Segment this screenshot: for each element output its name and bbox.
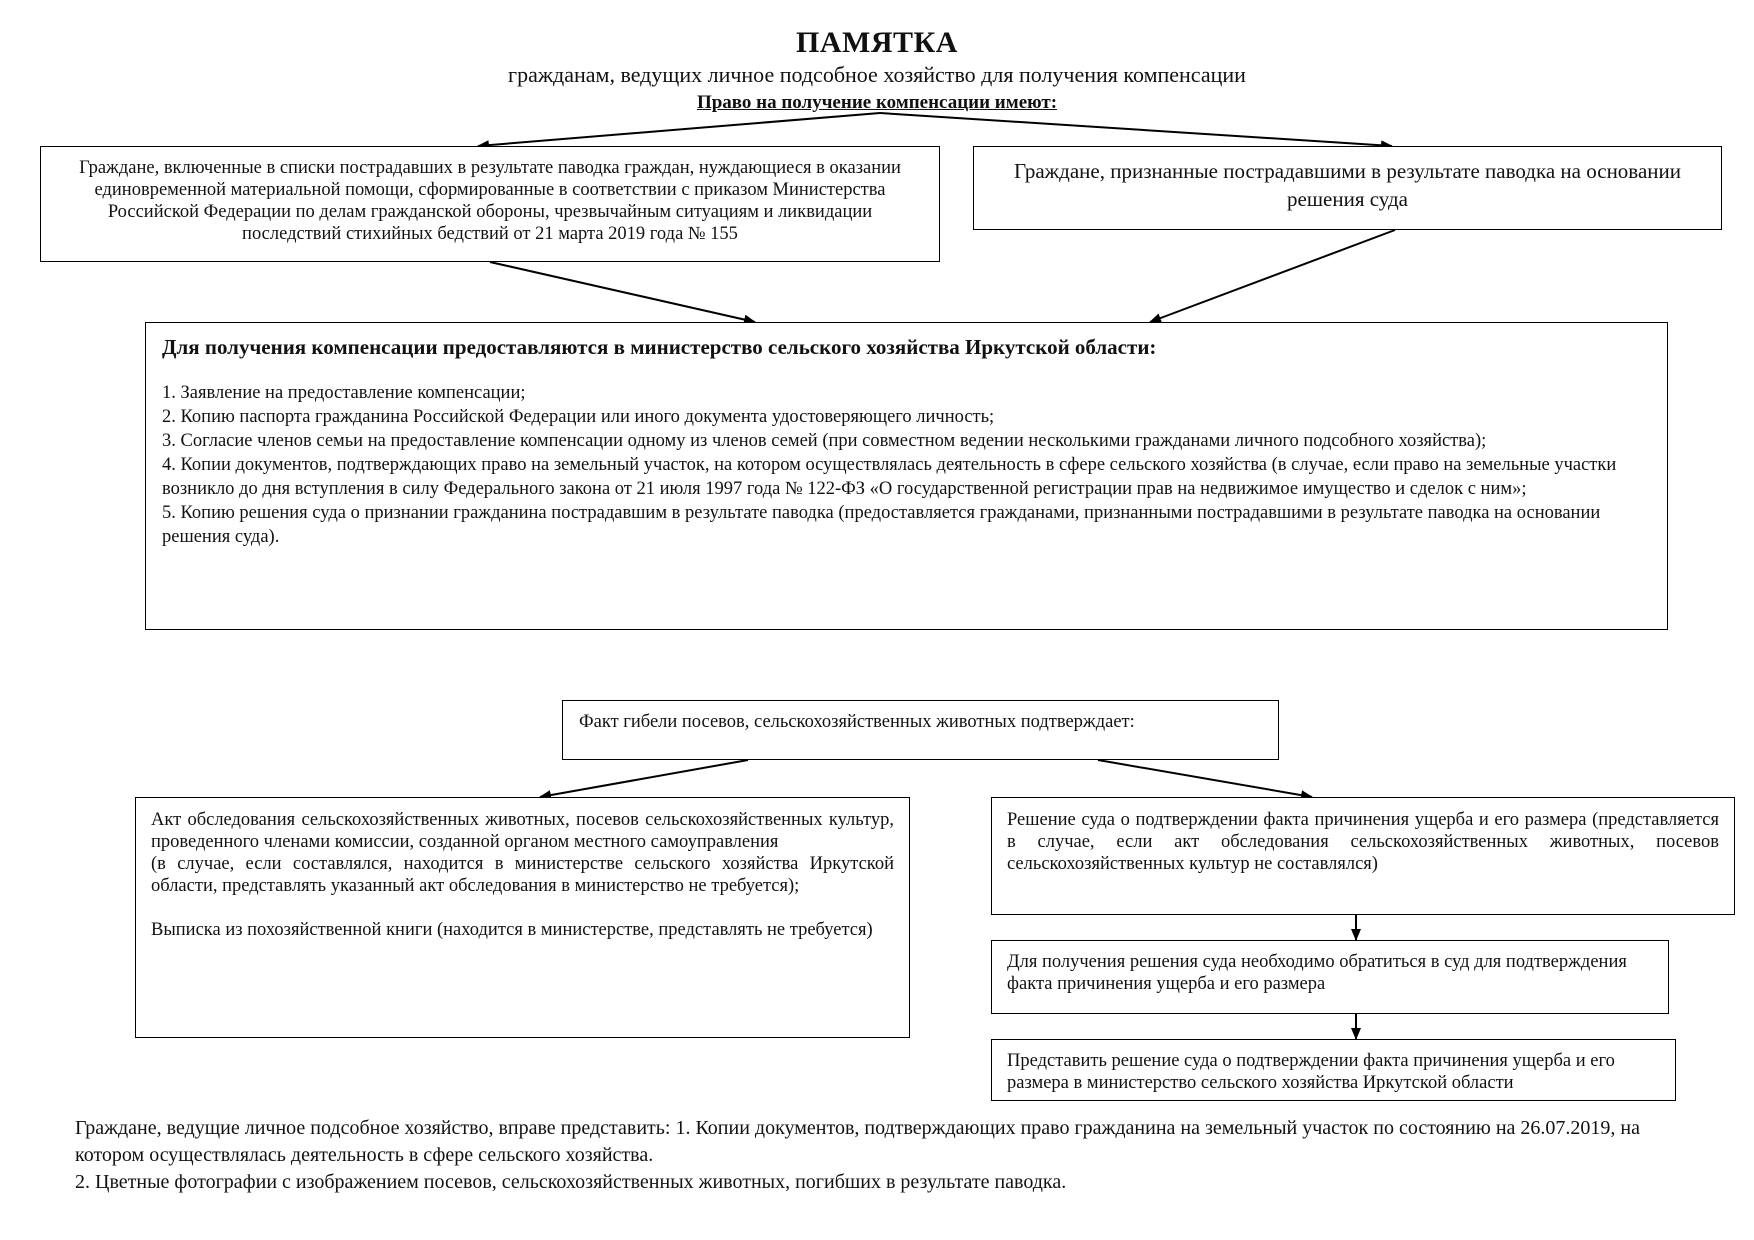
footer-note xyxy=(75,1115,1655,1196)
documents-item: 2. Копию паспорта гражданина Российской Федерации или иного документа удостоверяющего личность; xyxy=(162,407,995,427)
fact-heading-text: Факт гибели посевов, сельскохозяйственных животных подтверждает: xyxy=(579,712,1135,732)
household-book-extract: Выписка из похозяйственной книги (находится в министерстве, представлять не требуется) xyxy=(151,920,873,940)
court-apply-text: Для получения решения суда необходимо обратиться в суд для подтверждения факта причинения ущерба и его размера xyxy=(1007,952,1627,994)
eligibility-list-text: Граждане, включенные в списки пострадавших в результате паводка граждан, нуждающиеся в оказании единовременной материальной помощи, сформированные в соответствии с приказом Министерства Российской Федерации по делам гражданской обороны, чрезвычайным ситуациям и ликвидации последствий стихийных бедствий от 21 марта 2019 года № 155 xyxy=(79,158,901,244)
page-title: ПАМЯТКА xyxy=(796,26,958,59)
footer-line-1: Граждане, ведущие личное подсобное хозяйство, вправе представить: 1. Копии документов, подтверждающих право гражданина на земельный участок по состоянию на 26.07.2019, на котором осуществлялась деятельность в сфере сельского хозяйства. xyxy=(75,1117,1640,1166)
eligibility-court-box xyxy=(973,146,1722,230)
act-box xyxy=(135,797,910,1038)
arrow-to-left-eligibility xyxy=(478,113,880,146)
arrow-left-to-documents xyxy=(490,262,755,322)
documents-item: 3. Согласие членов семьи на предоставление компенсации одному из членов семей (при совместном ведении несколькими гражданами личного подсобного хозяйства); xyxy=(162,431,1487,451)
act-note: (в случае, если составлялся, находится в министерстве сельского хозяйства Иркутской области, представлять указанный акт обследования в министерство не требуется); xyxy=(151,854,894,896)
page-subtitle: гражданам, ведущих личное подсобное хозяйство для получения компенсации xyxy=(508,62,1246,87)
court-decision-text: Решение суда о подтверждении факта причинения ущерба и его размера (представляется в случае, если акт обследования сельскохозяйственных животных, посевов сельскохозяйственных культур не составлялся) xyxy=(1007,810,1719,874)
eligibility-court-text: Граждане, признанные пострадавшими в результате паводка на основании решения суда xyxy=(1014,159,1681,211)
court-apply-box xyxy=(991,940,1669,1014)
act-paragraph: Акт обследования сельскохозяйственных животных, посевов сельскохозяйственных культур, проведенного членами комиссии, созданной органом местного самоуправления xyxy=(151,810,894,852)
fact-heading-box xyxy=(562,700,1279,760)
arrow-to-right-eligibility xyxy=(880,113,1392,146)
documents-item: 5. Копию решения суда о признании гражданина пострадавшим в результате паводка (предоставляется гражданами, признанными пострадавшими в результате паводка на основании решения суда). xyxy=(162,503,1601,547)
arrow-right-to-documents xyxy=(1150,230,1395,322)
documents-item: 4. Копии документов, подтверждающих право на земельный участок, на котором осуществлялась деятельность в сфере сельского хозяйства (в случае, если право на земельные участки возникло до дня вступления в силу Федерального закона от 21 июля 1997 года № 122-ФЗ «О государственной регистрации прав на недвижимое имущество и сделок с ним»; xyxy=(162,455,1617,499)
arrow-fact-to-court xyxy=(1098,760,1312,797)
eligibility-heading: Право на получение компенсации имеют: xyxy=(696,92,1058,113)
court-submit-text: Представить решение суда о подтверждении факта причинения ущерба и его размера в министерство сельского хозяйства Иркутской области xyxy=(1007,1051,1615,1093)
eligibility-list-box xyxy=(40,146,940,262)
documents-item: 1. Заявление на предоставление компенсации; xyxy=(162,383,526,403)
court-decision-box xyxy=(991,797,1735,915)
arrow-fact-to-act xyxy=(540,760,748,797)
footer-line-2: 2. Цветные фотографии с изображением посевов, сельскохозяйственных животных, погибших в результате паводка. xyxy=(75,1171,1067,1193)
documents-heading: Для получения компенсации предоставляются в министерство сельского хозяйства Иркутской области: xyxy=(162,335,1157,359)
documents-box xyxy=(145,322,1668,630)
court-submit-box xyxy=(991,1039,1676,1101)
